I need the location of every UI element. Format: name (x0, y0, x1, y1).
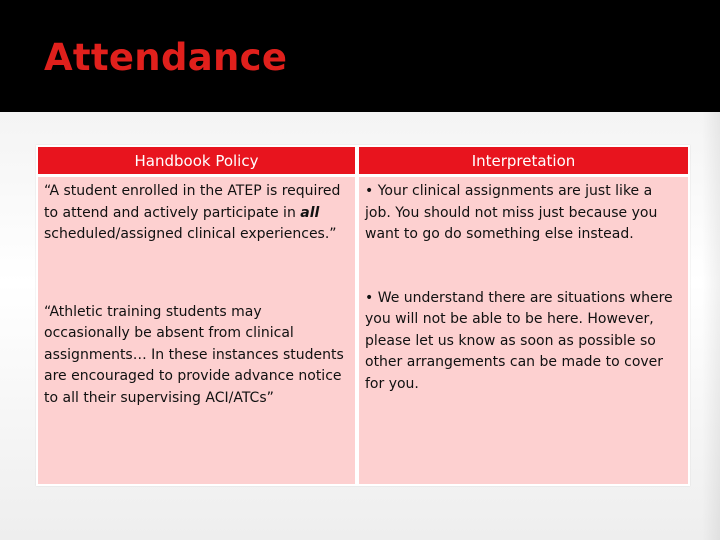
header-interpretation: Interpretation (357, 146, 689, 176)
title-band (0, 0, 720, 112)
interpretation-paragraph-1: • Your clinical assignments are just like a job. You should not miss just because you want to go do something else instead. (365, 183, 658, 242)
policy-text-a: “A student enrolled in the ATEP is required to attend and actively participate in (44, 183, 341, 221)
policy-cell (37, 176, 357, 486)
policy-paragraph-1 (44, 181, 349, 246)
slide-title: Attendance (44, 36, 288, 79)
policy-paragraph-2: “Athletic training students may occasionally be absent from clinical assignments… In these instances students are encouraged to provide advance notice to all their supervising ACI/ATCs” (44, 303, 344, 406)
policy-table (36, 145, 690, 486)
table-header-row (37, 146, 689, 176)
policy-text-b: scheduled/assigned clinical experiences.” (44, 226, 337, 242)
interpretation-cell (357, 176, 689, 486)
header-handbook-policy: Handbook Policy (37, 146, 357, 176)
interpretation-paragraph-2: • We understand there are situations where you will not be able to be here. However, please let us know as soon as possible so other arrangements can be made to cover for you. (365, 289, 673, 392)
policy-emphasis: all (300, 204, 320, 221)
table-row (37, 176, 689, 486)
